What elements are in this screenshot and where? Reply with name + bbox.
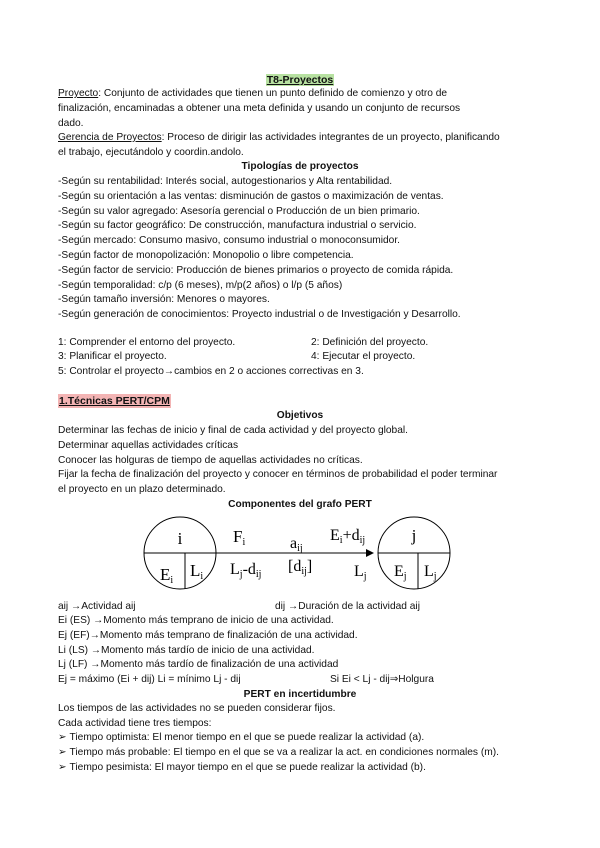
tipologia-item: -Según temporalidad: c/p (6 meses), m/p(2 años) o l/p (5 años)	[58, 279, 343, 291]
proyecto-term: Proyecto	[58, 88, 99, 99]
arrow-lj-dij: Lj-dij	[230, 561, 262, 580]
bullet-text: Tiempo pesimista: El mayor tiempo en el que se puede realizar la actividad (b).	[69, 762, 426, 773]
tipologia-item: -Según su orientación a las ventas: disminución de gastos o maximización de ventas.	[58, 190, 444, 202]
tipologia-item: -Según mercado: Consumo masivo, consumo industrial o monoconsumidor.	[58, 235, 401, 247]
arrow-aij: aij	[290, 535, 303, 554]
proyecto-definition-line-2: finalización, encaminadas a obtener una meta definida y usando un conjunto de recursos	[58, 103, 461, 114]
bullet-text: Tiempo optimista: El menor tiempo en el que se puede realizar la actividad (a).	[69, 732, 425, 743]
arrow-bullet-icon: ➢	[58, 747, 67, 758]
fase-5: 5: Controlar el proyecto→cambios en 2 o acciones correctivas en 3.	[58, 366, 364, 377]
fase-2: 2: Definición del proyecto.	[311, 337, 429, 348]
fase-3: 3: Planificar el proyecto.	[58, 351, 167, 362]
gerencia-term: Gerencia de Proyectos	[58, 132, 162, 143]
pert-section-heading: 1.Técnicas PERT/CPM	[59, 395, 170, 407]
fase-4: 4: Ejecutar el proyecto.	[311, 351, 416, 362]
definition-item: Li (LS) →Momento más tardío de inicio de una actividad.	[58, 644, 315, 656]
arrow-bullet-icon: ➢	[58, 762, 67, 773]
grafo-heading: Componentes del grafo PERT	[228, 499, 372, 510]
document-title: T8-Proyectos	[266, 74, 334, 86]
tipologia-item: -Según su factor geográfico: De construcción, manufactura industrial o servicio.	[58, 220, 417, 232]
tipologia-item: -Según tamaño inversión: Menores o mayores.	[58, 294, 270, 306]
arrow-dij-box: [dij]	[288, 558, 313, 577]
proyecto-definition-line-3: dado.	[58, 118, 84, 129]
incertidumbre-line-2: Cada actividad tiene tres tiempos:	[58, 718, 212, 729]
objetivo-item: Fijar la fecha de finalización del proyecto y conocer en términos de probabilidad el poder terminar	[58, 469, 498, 481]
tipologia-item: -Según su rentabilidad: Interés social, autogestionarios y Alta rentabilidad.	[58, 176, 393, 187]
arrow-lj: Lj	[354, 563, 367, 582]
definition-item: Lj (LF) →Momento más tardío de finalización de una actividad	[58, 659, 339, 671]
tipologia-item: -Según factor de monopolización: Monopolio o libre competencia.	[58, 250, 354, 261]
formula-right: Si Ei < Lj - dij⇒Holgura	[330, 674, 434, 685]
def-aij: aij →Actividad aij	[58, 601, 136, 612]
tipologia-item: -Según generación de conocimientos: Proyecto industrial o de Investigación y Desarrollo.	[58, 309, 461, 321]
tipologia-item: -Según su valor agregado: Asesoría gerencial o Producción de un bien primario.	[58, 205, 420, 217]
fase-1: 1: Comprender el entorno del proyecto.	[58, 337, 236, 348]
incertidumbre-heading: PERT en incertidumbre	[243, 689, 357, 700]
gerencia-definition-line-2: el trabajo, ejecutándolo y coordin.andolo.	[58, 147, 244, 158]
objetivo-item: el proyecto en un plazo determinado.	[58, 484, 226, 496]
node-j-lj: Lj	[424, 563, 437, 582]
tiempo-bullet-item	[58, 731, 424, 745]
objetivos-heading: Objetivos	[276, 410, 324, 421]
arrow-bullet-icon: ➢	[58, 732, 67, 743]
objetivo-item: Conocer las holguras de tiempo de aquellas actividades no críticas.	[58, 454, 363, 466]
tiempo-bullet-item	[58, 761, 426, 775]
gerencia-definition-line-1: Gerencia de Proyectos: Proceso de dirigir las actividades integrantes de un proyecto, planificando	[58, 132, 500, 143]
activity-arrow-head	[366, 549, 374, 557]
tipologias-heading: Tipologías de proyectos	[241, 161, 359, 172]
node-i-li: Li	[190, 561, 204, 582]
node-j-label: j	[411, 526, 417, 545]
def-dij: dij →Duración de la actividad aij	[275, 601, 420, 612]
formula-left: Ej = máximo (Ei + dij) Li = mínimo Lj - dij	[58, 674, 241, 685]
proyecto-definition-line-1: Proyecto: Conjunto de actividades que tienen un punto definido de comienzo y otro de	[58, 88, 448, 99]
objetivo-item: Determinar las fechas de inicio y final de cada actividad y del proyecto global.	[58, 425, 408, 436]
arrow-fi: Fi	[233, 527, 246, 548]
arrow-ei-dij: Ei+dij	[330, 527, 366, 546]
pert-graph-diagram	[0, 512, 600, 590]
objetivo-item: Determinar aquellas actividades críticas	[58, 439, 239, 451]
definition-item: Ei (ES) →Momento más temprano de inicio de una actividad.	[58, 615, 334, 626]
tiempo-bullet-item	[58, 746, 499, 760]
bullet-text: Tiempo más probable: El tiempo en el que se va a realizar la act. en condiciones normales (m).	[69, 747, 499, 758]
node-i-label: i	[177, 529, 183, 548]
incertidumbre-line-1: Los tiempos de las actividades no se pueden considerar fijos.	[58, 703, 336, 714]
tipologia-item: -Según factor de servicio: Producción de bienes primarios o proyecto de comida rápida.	[58, 264, 454, 276]
node-j-ej: Ej	[394, 563, 407, 582]
definition-item: Ej (EF)→Momento más temprano de finalización de una actividad.	[58, 629, 358, 641]
node-i-ei: Ei	[160, 565, 174, 586]
